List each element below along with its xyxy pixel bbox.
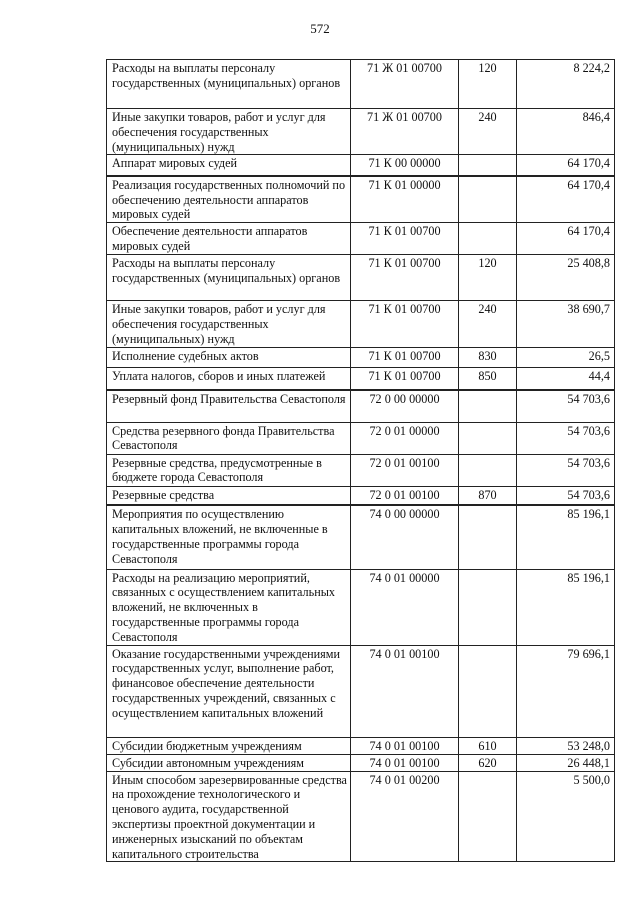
table-row xyxy=(107,737,615,754)
table-row xyxy=(107,176,615,223)
table-row xyxy=(107,754,615,771)
row-name: Уплата налогов, сборов и иных платежей xyxy=(107,367,351,390)
row-name: Исполнение судебных актов xyxy=(107,347,351,367)
table-row xyxy=(107,301,615,347)
row-amount: 54 703,6 xyxy=(517,422,615,454)
row-target-code: 71 К 01 00000 xyxy=(351,176,459,223)
row-name: Резервные средства xyxy=(107,486,351,505)
row-target-code: 74 0 01 00000 xyxy=(351,569,459,645)
row-name: Обеспечение деятельности аппаратов мировых судей xyxy=(107,223,351,255)
row-amount: 26 448,1 xyxy=(517,754,615,771)
row-name: Мероприятия по осуществлению капитальных вложений, не включенные в государственные программы города Севастополя xyxy=(107,505,351,569)
row-target-code: 71 К 01 00700 xyxy=(351,255,459,301)
table-row xyxy=(107,390,615,422)
row-name: Иные закупки товаров, работ и услуг для обеспечения государственных (муниципальных) нужд xyxy=(107,109,351,155)
row-amount: 38 690,7 xyxy=(517,301,615,347)
row-name: Расходы на выплаты персоналу государственных (муниципальных) органов xyxy=(107,255,351,301)
row-amount: 846,4 xyxy=(517,109,615,155)
table-row xyxy=(107,454,615,486)
row-target-code: 72 0 01 00000 xyxy=(351,422,459,454)
table-row xyxy=(107,109,615,155)
row-target-code: 74 0 01 00100 xyxy=(351,737,459,754)
row-amount: 54 703,6 xyxy=(517,390,615,422)
row-expense-type: 620 xyxy=(459,754,517,771)
row-amount: 54 703,6 xyxy=(517,486,615,505)
table-row xyxy=(107,505,615,569)
table-row xyxy=(107,771,615,862)
table-row xyxy=(107,60,615,109)
row-expense-type: 610 xyxy=(459,737,517,754)
row-expense-type: 120 xyxy=(459,255,517,301)
row-target-code: 72 0 00 00000 xyxy=(351,390,459,422)
row-amount: 26,5 xyxy=(517,347,615,367)
row-name: Средства резервного фонда Правительства Севастополя xyxy=(107,422,351,454)
row-expense-type xyxy=(459,422,517,454)
row-target-code: 74 0 01 00100 xyxy=(351,754,459,771)
row-amount: 85 196,1 xyxy=(517,569,615,645)
row-name: Аппарат мировых судей xyxy=(107,155,351,176)
row-amount: 85 196,1 xyxy=(517,505,615,569)
row-name: Иным способом зарезервированные средства на прохождение технологического и ценового аудита, государственной экспертизы проектной документации и инженерных изысканий по объектам капитального строительства xyxy=(107,771,351,862)
row-expense-type: 850 xyxy=(459,367,517,390)
table-row xyxy=(107,422,615,454)
table-row xyxy=(107,569,615,645)
row-target-code: 71 Ж 01 00700 xyxy=(351,60,459,109)
table-row xyxy=(107,367,615,390)
table-row xyxy=(107,155,615,176)
table-row xyxy=(107,255,615,301)
row-name: Субсидии бюджетным учреждениям xyxy=(107,737,351,754)
row-target-code: 74 0 01 00100 xyxy=(351,645,459,737)
row-expense-type xyxy=(459,505,517,569)
row-expense-type xyxy=(459,390,517,422)
table-row xyxy=(107,486,615,505)
row-expense-type xyxy=(459,771,517,862)
row-name: Оказание государственными учреждениями государственных услуг, выполнение работ, финансовое обеспечение деятельности государственных учреждений, связанных с осуществлением капитальных вложений xyxy=(107,645,351,737)
row-name: Резервные средства, предусмотренные в бюджете города Севастополя xyxy=(107,454,351,486)
row-expense-type xyxy=(459,155,517,176)
budget-table xyxy=(106,59,615,862)
row-name: Реализация государственных полномочий по обеспечению деятельности аппаратов мировых судей xyxy=(107,176,351,223)
row-name: Расходы на выплаты персоналу государственных (муниципальных) органов xyxy=(107,60,351,109)
row-expense-type xyxy=(459,223,517,255)
row-amount: 64 170,4 xyxy=(517,155,615,176)
row-expense-type xyxy=(459,569,517,645)
row-target-code: 71 К 01 00700 xyxy=(351,347,459,367)
page-number: 572 xyxy=(310,21,330,36)
row-target-code: 71 К 01 00700 xyxy=(351,367,459,390)
row-amount: 5 500,0 xyxy=(517,771,615,862)
row-expense-type xyxy=(459,645,517,737)
row-amount: 64 170,4 xyxy=(517,223,615,255)
row-expense-type: 240 xyxy=(459,301,517,347)
row-target-code: 72 0 01 00100 xyxy=(351,486,459,505)
row-target-code: 71 К 01 00700 xyxy=(351,223,459,255)
table-row xyxy=(107,223,615,255)
row-target-code: 74 0 00 00000 xyxy=(351,505,459,569)
row-amount: 53 248,0 xyxy=(517,737,615,754)
row-name: Субсидии автономным учреждениям xyxy=(107,754,351,771)
row-target-code: 74 0 01 00200 xyxy=(351,771,459,862)
row-amount: 8 224,2 xyxy=(517,60,615,109)
row-amount: 25 408,8 xyxy=(517,255,615,301)
row-expense-type xyxy=(459,454,517,486)
row-target-code: 72 0 01 00100 xyxy=(351,454,459,486)
row-expense-type: 120 xyxy=(459,60,517,109)
row-amount: 64 170,4 xyxy=(517,176,615,223)
row-name: Иные закупки товаров, работ и услуг для обеспечения государственных (муниципальных) нужд xyxy=(107,301,351,347)
row-target-code: 71 Ж 01 00700 xyxy=(351,109,459,155)
row-amount: 54 703,6 xyxy=(517,454,615,486)
row-expense-type: 830 xyxy=(459,347,517,367)
table-row xyxy=(107,645,615,737)
row-name: Резервный фонд Правительства Севастополя xyxy=(107,390,351,422)
row-amount: 44,4 xyxy=(517,367,615,390)
row-expense-type xyxy=(459,176,517,223)
row-name: Расходы на реализацию мероприятий, связанных с осуществлением капитальных вложений, не включенных в государственные программы города Севастополя xyxy=(107,569,351,645)
row-expense-type: 240 xyxy=(459,109,517,155)
row-target-code: 71 К 00 00000 xyxy=(351,155,459,176)
row-amount: 79 696,1 xyxy=(517,645,615,737)
row-expense-type: 870 xyxy=(459,486,517,505)
row-target-code: 71 К 01 00700 xyxy=(351,301,459,347)
table-row xyxy=(107,347,615,367)
